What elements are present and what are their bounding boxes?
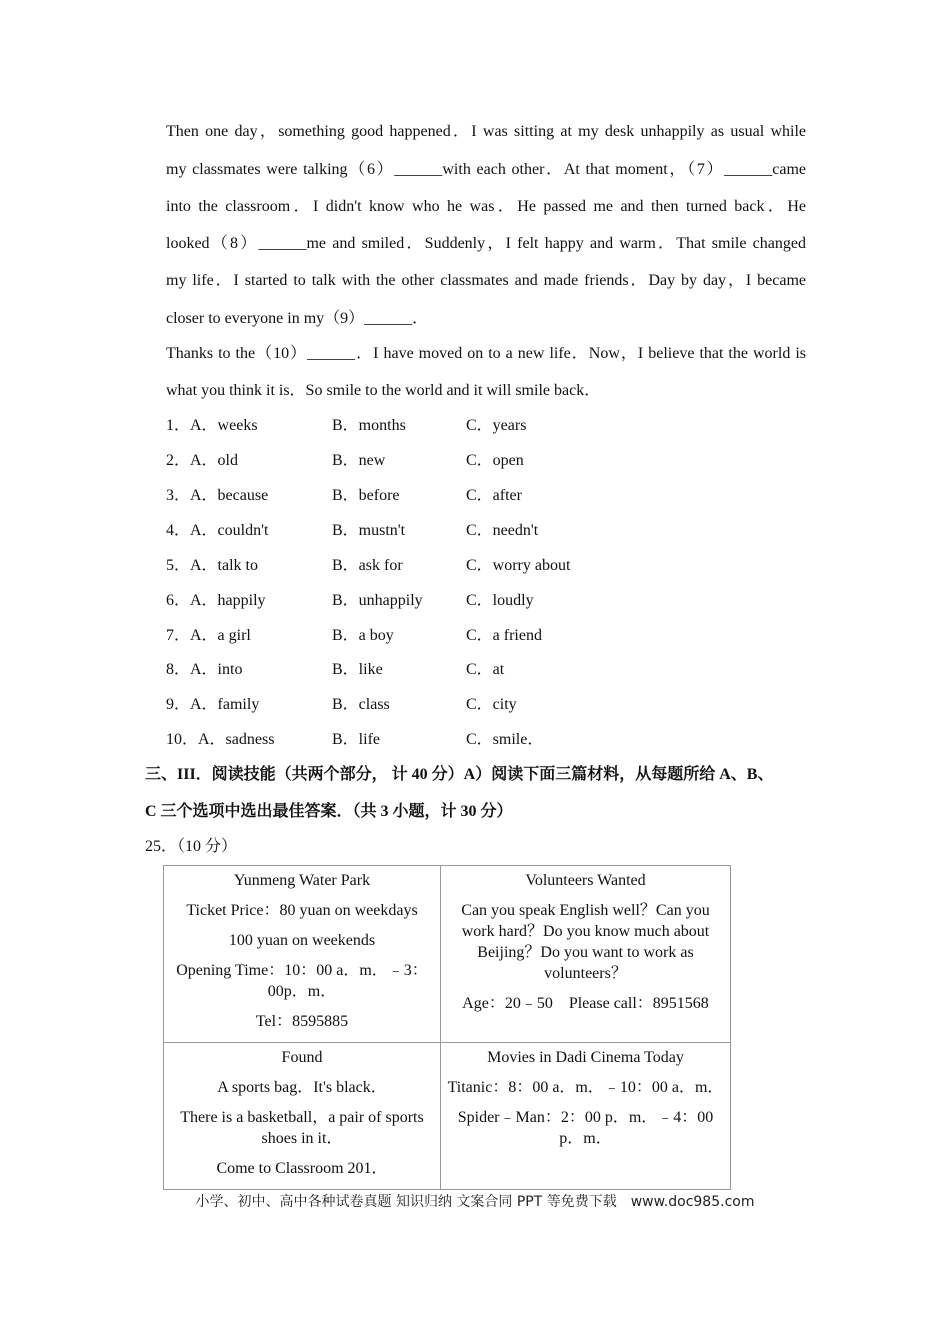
movies-notice <box>441 1043 731 1190</box>
option-row <box>166 691 806 713</box>
option-b: B．before <box>332 487 400 504</box>
found-line: A sports bag．It's black． <box>217 1079 387 1096</box>
volunteers-notice <box>441 866 731 1043</box>
option-a: 5．A．talk to <box>166 557 258 574</box>
option-b: B．class <box>332 696 390 713</box>
notice-row <box>164 1043 731 1190</box>
option-b: B．new <box>332 452 386 469</box>
opening-time: Opening Time：10：00 a．m．﹣3：00p．m． <box>176 962 428 1000</box>
notice-table <box>163 865 731 1190</box>
option-b: B．ask for <box>332 557 403 574</box>
option-row <box>166 517 806 539</box>
section-heading-line-2: C 三个选项中选出最佳答案．（共 3 小题，计 30 分） <box>145 803 513 820</box>
option-b: B．unhappily <box>332 592 423 609</box>
passage-line: Then one day，something good happened．I was sitting at my desk unhappily as usual while <box>166 123 806 140</box>
found-notice <box>164 1043 441 1190</box>
option-c: C．worry about <box>466 557 571 574</box>
ticket-price-weekdays: Ticket Price：80 yuan on weekdays <box>186 902 418 919</box>
ticket-price-weekends: 100 yuan on weekends <box>228 932 376 949</box>
option-c: C．open <box>466 452 524 469</box>
option-c: C．needn't <box>466 522 539 539</box>
passage-line: what you think it is．So smile to the world and it will smile back． <box>166 382 601 399</box>
option-b: B．life <box>332 731 380 748</box>
movie-showtime: Spider﹣Man：2：00 p．m．﹣4：00 p．m． <box>457 1109 714 1147</box>
option-a: 9．A．family <box>166 696 260 713</box>
option-c: C．years <box>466 417 527 434</box>
option-a: 10．A．sadness <box>166 731 275 748</box>
option-c: C．a friend <box>466 627 542 644</box>
option-row <box>166 552 806 574</box>
option-a: 4．A．couldn't <box>166 522 269 539</box>
notice-title: Movies in Dadi Cinema Today <box>487 1049 684 1066</box>
option-a: 8．A．into <box>166 661 243 678</box>
passage-line: my classmates were talking（6）______with each other．At that moment，（7）______came <box>166 161 806 178</box>
option-b: B．a boy <box>332 627 394 644</box>
section-heading-line-1: 三、III．阅读技能（共两个部分， 计 40 分）A）阅读下面三篇材料，从每题所给 A、B、 <box>145 766 774 783</box>
option-a: 7．A．a girl <box>166 627 251 644</box>
notice-title: Found <box>281 1049 323 1066</box>
page-footer: 小学、初中、高中各种试卷真题 知识归纳 文案合同 PPT 等免费下载 www.doc985.com <box>195 1194 755 1210</box>
option-b: B．like <box>332 661 383 678</box>
passage-line: looked（8）______me and smiled．Suddenly，I felt happy and warm．That smile changed <box>166 235 806 252</box>
water-park-notice <box>164 866 441 1043</box>
option-a: 1．A．weeks <box>166 417 258 434</box>
passage-line: closer to everyone in my（9）______． <box>166 310 429 327</box>
option-row <box>166 622 806 644</box>
option-row <box>166 587 806 609</box>
telephone: Tel：8595885 <box>255 1013 349 1030</box>
notice-body: Can you speak English well？Can you work hard？Do you know much about Beijing？Do you want to work as volunteers？ <box>461 902 710 982</box>
option-a: 2．A．old <box>166 452 239 469</box>
option-c: C．loudly <box>466 592 534 609</box>
found-line: Come to Classroom 201． <box>216 1160 388 1177</box>
option-row <box>166 447 806 469</box>
passage-line: my life．I started to talk with the other classmates and made friends．Day by day，I became <box>166 272 806 289</box>
notice-row <box>164 866 731 1043</box>
option-b: B．months <box>332 417 406 434</box>
option-row <box>166 482 806 504</box>
option-row <box>166 726 806 748</box>
notice-contact: Age：20﹣50 Please call：8951568 <box>462 995 709 1012</box>
notice-title: Volunteers Wanted <box>525 872 646 889</box>
option-c: C．at <box>466 661 505 678</box>
movie-showtime: Titanic：8：00 a．m．﹣10：00 a．m． <box>447 1079 724 1096</box>
passage-line: Thanks to the（10）______．I have moved on to a new life．Now，I believe that the world is <box>166 345 806 362</box>
question-number: 25．（10 分） <box>145 838 238 855</box>
passage-line: into the classroom．I didn't know who he was．He passed me and then turned back．He <box>166 198 807 215</box>
option-b: B．mustn't <box>332 522 406 539</box>
option-c: C．after <box>466 487 522 504</box>
option-a: 3．A．because <box>166 487 269 504</box>
option-row <box>166 412 806 434</box>
option-c: C．city <box>466 696 517 713</box>
option-a: 6．A．happily <box>166 592 266 609</box>
notice-title: Yunmeng Water Park <box>233 872 371 889</box>
option-row <box>166 656 806 678</box>
option-c: C．smile． <box>466 731 544 748</box>
found-line: There is a basketball，a pair of sports shoes in it． <box>180 1109 424 1147</box>
